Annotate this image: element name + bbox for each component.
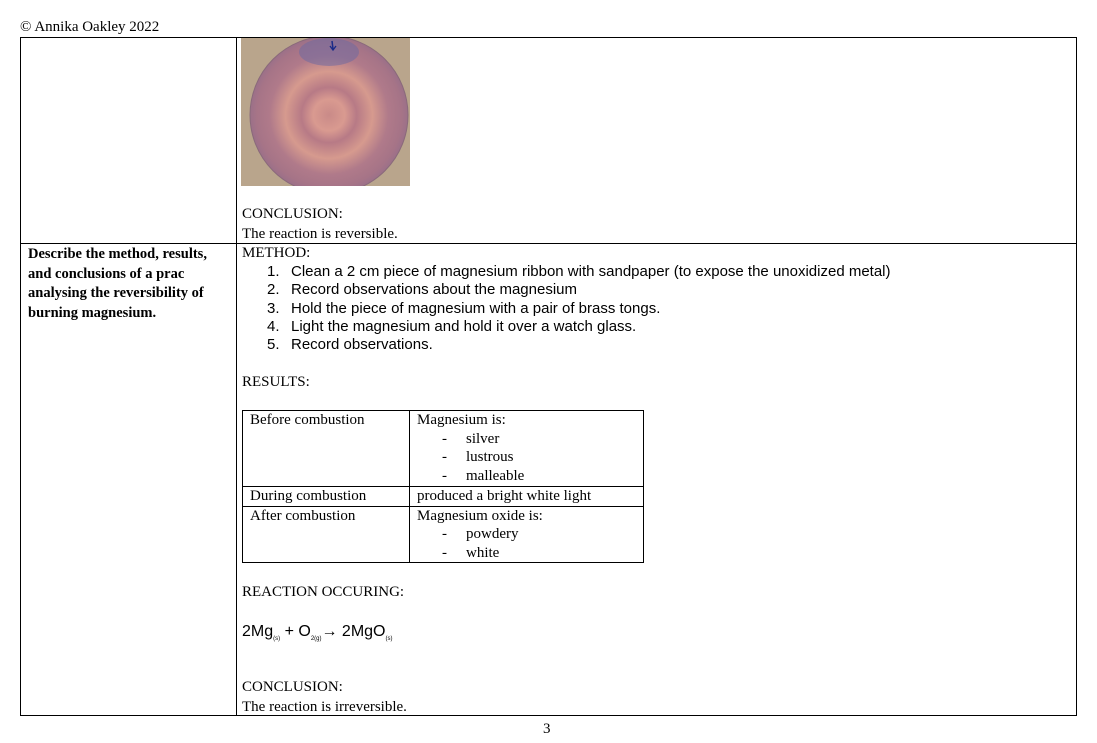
method-step: 4. Light the magnesium and hold it over a watch glass. (267, 317, 637, 335)
row-divider (20, 243, 1077, 244)
chemical-equation: $2Mg_{(s)} + O_{2(g)}\to 2MgO_{(s)}$ (242, 623, 393, 643)
prev-conclusion-heading: CONCLUSION: (242, 206, 343, 222)
table-row (243, 411, 644, 487)
list-item: - silver (442, 430, 500, 447)
observation-intro: Magnesium is: (417, 412, 506, 428)
list-item: - powdery (442, 526, 519, 542)
observation-cell (410, 506, 644, 563)
method-heading: METHOD: (242, 245, 311, 261)
observation-cell: produced a bright white light (410, 487, 644, 507)
list-item: - lustrous (442, 449, 514, 465)
content-table (20, 37, 1077, 716)
table-row (243, 487, 644, 507)
stage-cell: After combustion (243, 506, 410, 563)
observation-cell (410, 411, 644, 487)
copyright-notice: © Annika Oakley 2022 (20, 19, 160, 35)
list-item: - white (442, 544, 500, 561)
list-item: - malleable (442, 467, 525, 484)
reaction-heading: REACTION OCCURING: (242, 584, 405, 600)
conclusion-heading: CONCLUSION: (242, 679, 343, 695)
prev-conclusion-text: The reaction is reversible. (242, 226, 398, 242)
method-step: 3. Hold the piece of magnesium with a pair of brass tongs. (267, 299, 661, 317)
conclusion-text: The reaction is irreversible. (242, 699, 407, 715)
method-step: 5. Record observations. (267, 336, 433, 354)
method-step: 1. Clean a 2 cm piece of magnesium ribbon with sandpaper (to expose the unoxidized metal) (267, 263, 891, 280)
filter-paper-photo (241, 38, 410, 186)
page-number: 3 (543, 721, 551, 737)
observation-intro: Magnesium oxide is: (417, 507, 543, 524)
stage-cell: During combustion (243, 487, 410, 507)
method-steps (267, 263, 891, 354)
column-divider (236, 37, 237, 716)
method-step: 2. Record observations about the magnesium (267, 281, 577, 299)
question-text: Describe the method, results, and conclusions of a prac analysing the reversibility of burning magnesium. (28, 246, 207, 321)
table-row (243, 506, 644, 563)
stage-cell: Before combustion (243, 411, 410, 487)
results-heading: RESULTS: (242, 374, 310, 390)
results-table (242, 410, 644, 563)
